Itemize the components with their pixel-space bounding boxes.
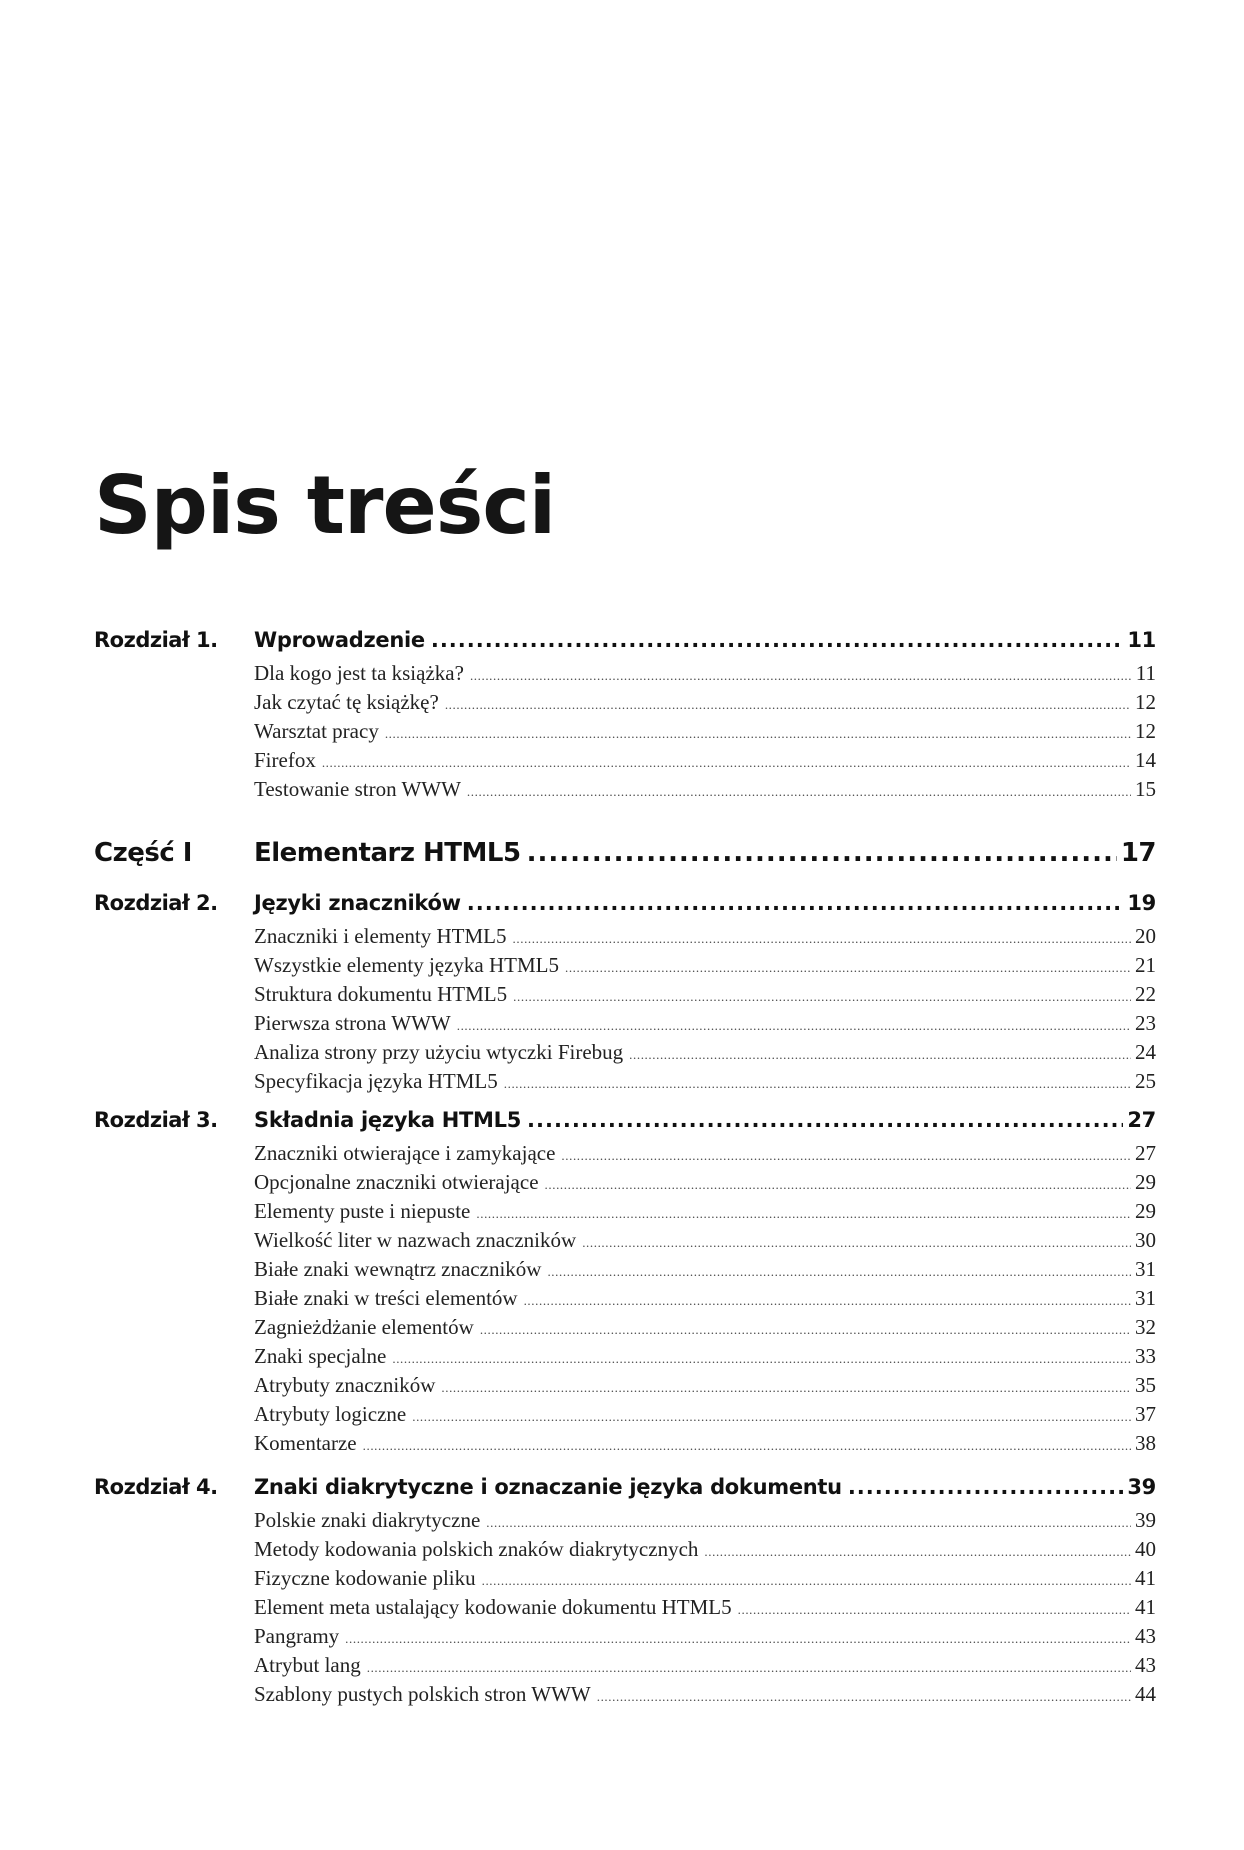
page-number: 41	[1135, 1595, 1156, 1619]
chapter-label: Rozdział 1.	[94, 628, 218, 652]
toc-entry-title: Metody kodowania polskich znaków diakrytycznych	[254, 1537, 699, 1561]
dot-leader	[486, 1515, 1131, 1531]
dot-leader	[504, 1076, 1131, 1092]
page-number: 39	[1135, 1508, 1156, 1532]
page-number: 14	[1135, 748, 1156, 772]
dot-leader	[524, 1293, 1131, 1309]
page-number: 43	[1135, 1653, 1156, 1677]
page-number: 11	[1135, 661, 1156, 685]
page-number: 35	[1135, 1373, 1156, 1397]
dot-leader	[482, 1573, 1131, 1589]
page-number: 29	[1135, 1170, 1156, 1194]
page-number: 44	[1135, 1682, 1156, 1706]
page-number: 29	[1135, 1199, 1156, 1223]
dot-leader	[431, 628, 1124, 652]
dot-leader	[363, 1438, 1131, 1454]
chapter-label: Rozdział 4.	[94, 1475, 218, 1499]
toc-entry-title: Fizyczne kodowanie pliku	[254, 1566, 476, 1590]
dot-leader	[467, 891, 1124, 915]
dot-leader	[470, 668, 1132, 684]
dot-leader	[476, 1206, 1131, 1222]
toc-entry-title: Składnia języka HTML5	[254, 1108, 522, 1132]
dot-leader	[385, 726, 1131, 742]
toc-entry-title: Znaki specjalne	[254, 1344, 387, 1368]
dot-leader	[345, 1631, 1131, 1647]
toc-entry-title: Analiza strony przy użyciu wtyczki Firebug	[254, 1040, 624, 1064]
toc-entry-title: Opcjonalne znaczniki otwierające	[254, 1170, 539, 1194]
page-number: 27	[1127, 1108, 1156, 1132]
toc-entry-title: Jak czytać tę książkę?	[254, 690, 439, 714]
dot-leader	[738, 1602, 1131, 1618]
page-number: 31	[1135, 1257, 1156, 1281]
page-number: 33	[1135, 1344, 1156, 1368]
page-title: Spis treści	[94, 459, 556, 552]
dot-leader	[561, 1148, 1131, 1164]
page-number: 41	[1135, 1566, 1156, 1590]
dot-leader	[445, 697, 1131, 713]
dot-leader	[848, 1475, 1124, 1499]
page-number: 40	[1135, 1537, 1156, 1561]
toc-entry-title: Białe znaki w treści elementów	[254, 1286, 518, 1310]
page-number: 19	[1127, 891, 1156, 915]
page-number: 22	[1135, 982, 1156, 1006]
toc-entry-title: Pangramy	[254, 1624, 340, 1648]
dot-leader	[582, 1235, 1131, 1251]
page-number: 15	[1135, 777, 1156, 801]
dot-leader	[441, 1380, 1131, 1396]
toc-entry-title: Szablony pustych polskich stron WWW	[254, 1682, 591, 1706]
toc-entry-title: Białe znaki wewnątrz znaczników	[254, 1257, 542, 1281]
toc-entry-title: Atrybuty znaczników	[254, 1373, 436, 1397]
dot-leader	[392, 1351, 1131, 1367]
dot-leader	[457, 1018, 1131, 1034]
dot-leader	[597, 1689, 1131, 1705]
dot-leader	[367, 1660, 1131, 1676]
dot-leader	[480, 1322, 1131, 1338]
toc-entry-title: Znaczniki i elementy HTML5	[254, 924, 507, 948]
dot-leader	[704, 1544, 1131, 1560]
toc-entry-title: Element meta ustalający kodowanie dokumentu HTML5	[254, 1595, 732, 1619]
page-number: 37	[1135, 1402, 1156, 1426]
page-number: 30	[1135, 1228, 1156, 1252]
page-number: 24	[1135, 1040, 1156, 1064]
part-label: Część I	[94, 838, 192, 868]
chapter-label: Rozdział 2.	[94, 891, 218, 915]
dot-leader	[527, 838, 1117, 868]
page-number: 43	[1135, 1624, 1156, 1648]
dot-leader	[322, 755, 1131, 771]
toc-entry-title: Wprowadzenie	[254, 628, 425, 652]
page-number: 39	[1127, 1475, 1156, 1499]
page-number: 27	[1135, 1141, 1156, 1165]
dot-leader	[527, 1108, 1123, 1132]
page-number: 31	[1135, 1286, 1156, 1310]
dot-leader	[565, 960, 1131, 976]
page-number: 12	[1135, 690, 1156, 714]
page-number: 25	[1135, 1069, 1156, 1093]
dot-leader	[513, 989, 1131, 1005]
page-number: 17	[1120, 838, 1156, 868]
dot-leader	[412, 1409, 1131, 1425]
toc-entry-title: Wszystkie elementy języka HTML5	[254, 953, 559, 977]
chapter-label: Rozdział 3.	[94, 1108, 218, 1132]
dot-leader	[547, 1264, 1131, 1280]
toc-entry-title: Znaczniki otwierające i zamykające	[254, 1141, 556, 1165]
dot-leader	[467, 784, 1131, 800]
toc-entry-title: Warsztat pracy	[254, 719, 379, 743]
toc-entry-title: Specyfikacja języka HTML5	[254, 1069, 498, 1093]
page-number: 23	[1135, 1011, 1156, 1035]
dot-leader	[629, 1047, 1131, 1063]
toc-entry-title: Wielkość liter w nazwach znaczników	[254, 1228, 577, 1252]
toc-entry-title: Znaki diakrytyczne i oznaczanie języka dokumentu	[254, 1475, 842, 1499]
toc-entry-title: Testowanie stron WWW	[254, 777, 461, 801]
toc-entry-title: Polskie znaki diakrytyczne	[254, 1508, 481, 1532]
toc-entry-title: Języki znaczników	[254, 891, 461, 915]
dot-leader	[513, 931, 1131, 947]
page-number: 32	[1135, 1315, 1156, 1339]
toc-entry-title: Zagnieżdżanie elementów	[254, 1315, 474, 1339]
toc-entry-title: Pierwsza strona WWW	[254, 1011, 451, 1035]
toc-entry-title: Komentarze	[254, 1431, 357, 1455]
toc-entry-title: Elementarz HTML5	[254, 838, 521, 868]
toc-entry-title: Firefox	[254, 748, 316, 772]
page-number: 21	[1135, 953, 1156, 977]
toc-entry-title: Atrybut lang	[254, 1653, 361, 1677]
toc-entry-title: Atrybuty logiczne	[254, 1402, 407, 1426]
page-number: 20	[1135, 924, 1156, 948]
dot-leader	[545, 1177, 1131, 1193]
toc-entry-title: Dla kogo jest ta książka?	[254, 661, 464, 685]
page-number: 12	[1135, 719, 1156, 743]
toc-entry-title: Elementy puste i niepuste	[254, 1199, 471, 1223]
page-number: 11	[1127, 628, 1156, 652]
toc-entry-title: Struktura dokumentu HTML5	[254, 982, 508, 1006]
page-number: 38	[1135, 1431, 1156, 1455]
